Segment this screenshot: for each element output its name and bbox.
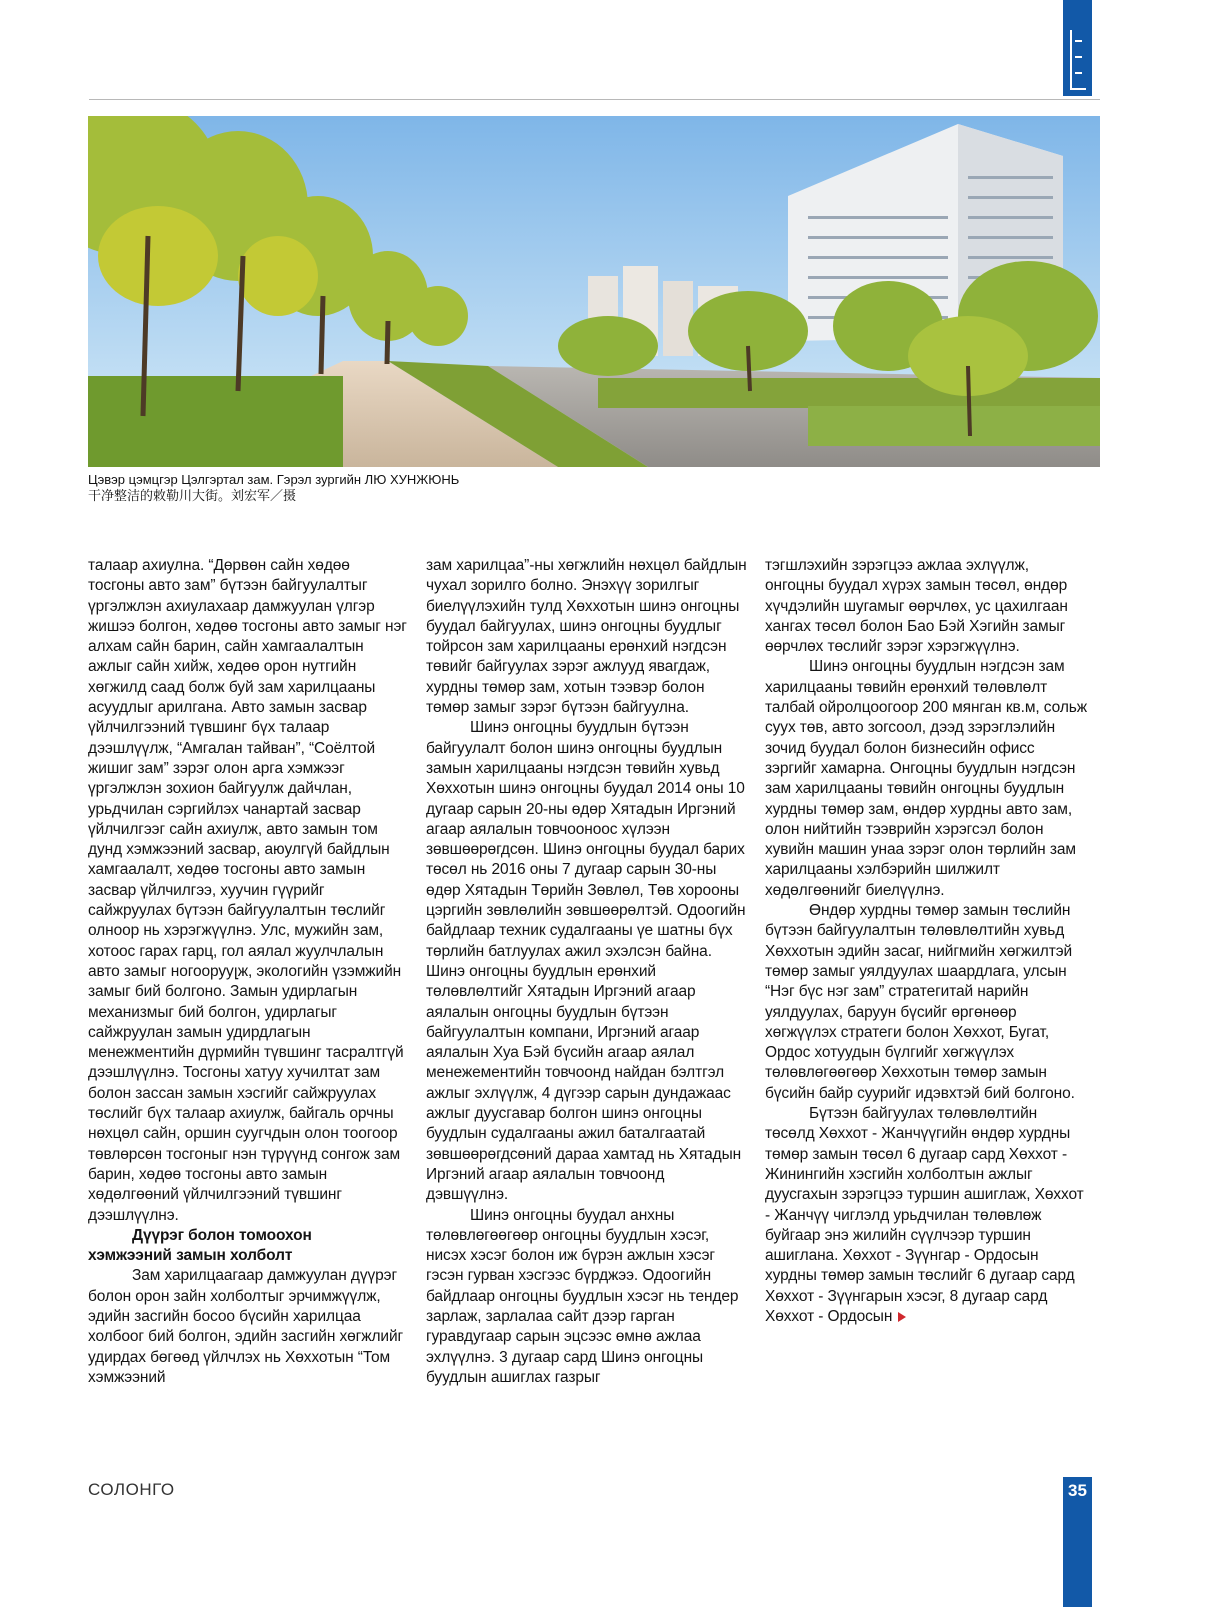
paragraph: Шинэ онгоцны буудлын нэгдсэн зам харилцааны төвийн ерөнхий төлөвлөлт талбай ойролцоогоор 200 мянган кв.м, сольж суух төв, авто зогсоол, дээд зэрэглэлийн зочид буудал болон бизнесийн офисс зэргийг хамарна. Онгоцны буудлын нэгдсэн зам харилцааны төвийн онгоцны буудлын хурдны төмөр зам, өндөр хурдны авто зам, олон нийтийн тээврийн хэрэгсэл болон хувийн машин унаа зэрэг олон төрлийн зам харилцааны хэлбэрийн шилжилт хөдөлгөөнийг биелүүлнэ. <box>765 658 1088 899</box>
caption-chinese: 干净整洁的敕勒川大街。刘宏军／摄 <box>88 488 297 503</box>
section-heading-line-2: хэмжээний замын холболт <box>88 1247 293 1265</box>
header-rule <box>89 99 1100 100</box>
text-column-1 <box>88 556 410 1388</box>
paragraph: Зам харилцаагаар дамжуулан дүүрэг болон орон зайн холболтыг эрчимжүүлж, эдийн засгийн босоо бүсийн харилцаа холбоог бий болгон, эдийн засгийн хөгжлийг удирдах бөгөөд үйлчлэх нь Хөххотын “Том хэмжээний <box>88 1267 404 1386</box>
paragraph-text: Бүтээн байгуулах төлөвлөлтийн төсөлд Хөххот - Жанчүүгийн өндөр хурдны төмөр замын төсөл 6 дугаар сард Хөххот - Жинингийн хэсгийн холболтын ажлыг дуусгахын зэрэгцээ туршин ашиглаж, Хөххот - Жанчүү чиглэлд урьдчилан төлөвлөж буйгаар энэ жилийн сүүлчээр туршин ашиглана. Хөххот - Зүүнгар - Ордосын хурдны төмөр замын төслийг 6 дугаар сард Хөххот - Зүүнгарын хэсэг, 8 дугаар сард Хөххот - Ордосын <box>765 1105 1084 1325</box>
text-column-2 <box>426 556 748 1388</box>
section-tab <box>1063 0 1092 96</box>
page-number: 35 <box>1068 1481 1087 1500</box>
street-photo <box>88 116 1100 467</box>
paragraph: Шинэ онгоцны буудал анхны төлөвлөгөөгөөр онгоцны буудлын хэсэг, нисэх хэсэг болон иж бүрэн ажлын хэсэг гэсэн гурван хэсгээс бүрджээ. Одоогийн байдлаар онгоцны буудлын хэсэг нь тендер зарлаж, зарлалаа сайт дээр гарган гуравдугаар сарын эцсээс өмнө ажлаа эхлүүлнэ. 3 дугаар сард Шинэ онгоцны буудлын ашиглах газрыг <box>426 1206 739 1386</box>
section-heading: Дүүрэг болон томоохон <box>132 1226 312 1244</box>
continue-arrow-icon <box>898 1312 906 1322</box>
caption-mongolian: Цэвэр цэмцгэр Цэлгэртал зам. Гэрэл зургийн ЛЮ ХУНЖЮНЬ <box>88 472 460 487</box>
paragraph <box>765 1104 1087 1327</box>
paragraph: Өндөр хурдны төмөр замын төслийн бүтээн байгуулалтын төлөвлөлтийн хувьд Хөххотын эдийн засаг, нийгмийн хөгжилтэй төмөр замыг уялдуулах шаардлага, улсын “Нэг бүс нэг зам” стратегитай нарийн уялдуулах, баруун бүсийг өргөнөөр хөгжүүлэх стратеги болон Хөххот, Бугат, Ордос хотуудын бүлгийг хөгжүүлэх төлөвлөгөөгөөр Хөххотын төмөр замын бүсийн байр суурийг идэвхтэй бий болгоно. <box>765 902 1075 1102</box>
section-mark-glyph <box>1070 30 1086 90</box>
paragraph: зам харилцаа”-ны хөгжлийн нөхцөл байдлын чухал зорилго болно. Энэхүү зорилгыг биелүүлэхийн тулд Хөххотын шинэ онгоцны буудал байгуулах, шинэ онгоцны буудлыг тойрсон зам харилцааны ерөнхий нэгдсэн төвийг байгуулах зэрэг ажлууд явагдаж, хурдны төмөр зам, хотын тээвэр болон төмөр замыг зэрэг бүтээн байгуулна. <box>426 557 747 717</box>
page-number-tab <box>1063 1477 1092 1607</box>
paragraph: Шинэ онгоцны буудлын бүтээн байгуулалт болон шинэ онгоцны буудлын замын харилцааны нэгдсэн төвийн хувьд Хөххотын шинэ онгоцны буудал 2014 оны 10 дугаар сарын 20-ны өдөр Хятадын Иргэний агаар аялалын товчооноос хүлээн зөвшөөрөгдсөн. Шинэ онгоцны буудал барих төсөл нь 2016 оны 7 дугаар сарын 30-ны өдөр Хятадын Төрийн Зөвлөл, Төв хорооны цэргийн зөвлөлийн зөвшөөрөлтэй. Одоогийн байдлаар техник судалгааны үе шатны бүх төрлийн батлуулах ажил эхэлсэн байна. Шинэ онгоцны буудлын ерөнхий төлөвлөлтийг Хятадын Иргэний агаар аялалын онгоцны буудлын бүтээн байгуулалтын компани, Иргэний агаар аялалын Хуа Бэй бүсийн агаар аялал менежементийн товчоонд найдан бэлтгэл ажлыг эхлүүлж, 4 дүгээр сарын дундажаас ажлыг дуусгавар болгон шинэ онгоцны буудлын судалгааны ажил баталгаатай зөвшөөрөгдсөний дараа хамтад нь Хятадын Иргэний агаар аялалын товчоонд дэвшүүлнэ. <box>426 719 746 1204</box>
photo-caption <box>88 472 459 504</box>
paragraph: талаар ахиулна. “Дөрвөн сайн хөдөө тосгоны авто зам” бүтээн байгуулалтыг үргэлжлэн ахиулахаар дамжуулан үлгэр жишээ болгон, хөдөө тосгоны авто замыг нэг алхам сайн барин, сайн хамгаалалтын ажлыг сайн хийж, хөдөө орон нутгийн хөгжилд саад болж буй зам харилцааны асуудлыг арилгана. Авто замын засвар үйлчилгээний түвшинг бүх талаар дээшлүүлж, “Амгалан тайван”, “Соёлтой жишиг зам” зэрэг олон арга хэмжээг үргэлжлэн зохион байгуулж дайчлан, урьдчилан сэргийлэх чанартай засвар үйлчилгээг сайн ахиулж, авто замын том дунд хэмжээний засвар, аюулгүй байдлын хамгаалалт, хөдөө тосгоны авто замын засвар үйлчилгээ, хуучин гүүрийг сайжруулах бүтээн байгуулалтын төслийг олноор нь хэрэгжүүлнэ. Улс, мужийн зам, хотоос гарах гарц, гол аялал жуулчлалын авто замыг ногоорууլж, экологийн үзэмжийн замыг бий болгоно. Замын удирлагын механизмыг бий болгон, удирлагыг сайжруулан замын удирдлагын менежментийн дүрмийн түвшинг тасралтгүй дээшлүүлнэ. Тосгоны хатуу хучилтат зам болон зассан замын хэсгийг сайжруулах төслийг бүх талаар ахиулж, байгаль орчны нөхцөл сайн, оршин суугчдын олон тоогоор төвлөрсөн тосгоныг нэн түрүүнд сонгож зам барин, хөдөө тосгоны авто замын хөдөлгөөний үйлчилгээний түвшинг дээшлүүлнэ. <box>88 557 407 1224</box>
magazine-name: СОЛОНГО <box>88 1480 175 1499</box>
text-column-3 <box>765 556 1087 1327</box>
paragraph: тэгшлэхийн зэрэгцээ ажлаа эхлүүлж, онгоцны буудал хүрэх замын төсөл, өндөр хүчдэлийн шугамыг өөрчлөх, ус цахилгаан хангах төсөл болон Бао Бэй Хэгийн замыг өөрчлөх төслийг зэрэг хэрэгжүүлнэ. <box>765 557 1068 656</box>
